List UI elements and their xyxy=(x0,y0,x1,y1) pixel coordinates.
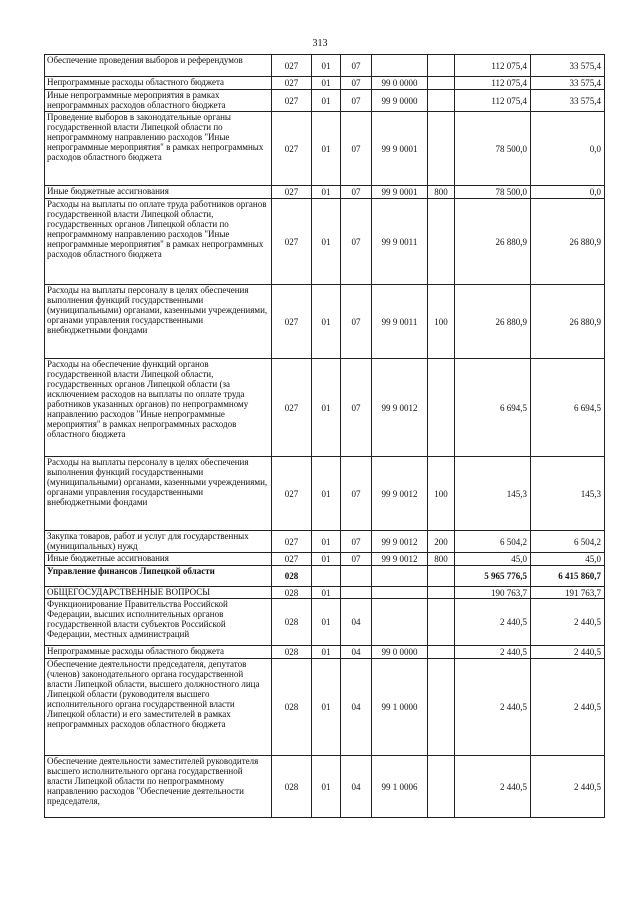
section-code: 01 xyxy=(312,77,341,90)
subsection-code: 07 xyxy=(341,553,372,566)
section-code: 01 xyxy=(312,112,341,186)
amount-year-1: 78 500,0 xyxy=(455,186,531,199)
expense-type-code: 200 xyxy=(428,531,455,553)
amount-year-1: 26 880,9 xyxy=(455,285,531,359)
amount-year-1: 112 075,4 xyxy=(455,55,531,77)
amount-year-1: 2 440,5 xyxy=(455,756,531,818)
amount-year-2: 6 415 860,7 xyxy=(531,566,605,587)
ved-code: 027 xyxy=(272,457,312,531)
row-name: Непрограммные расходы областного бюджета xyxy=(45,646,272,659)
ved-code: 028 xyxy=(272,646,312,659)
target-article-code: 99 1 0000 xyxy=(372,659,428,756)
amount-year-2: 0,0 xyxy=(531,186,605,199)
target-article-code: 99 9 0001 xyxy=(372,186,428,199)
row-name: Обеспечение деятельности заместителей руководителя высшего исполнительного органа государственной власти Липецкой области по непрограммному направлению расходов "Обеспечение деятельности председателя, xyxy=(45,756,272,818)
ved-code: 027 xyxy=(272,90,312,112)
subsection-code: 04 xyxy=(341,756,372,818)
table-row xyxy=(45,199,605,285)
amount-year-2: 2 440,5 xyxy=(531,646,605,659)
ved-code: 027 xyxy=(272,199,312,285)
target-article-code: 99 9 0011 xyxy=(372,285,428,359)
subsection-code: 04 xyxy=(341,599,372,646)
amount-year-1: 45,0 xyxy=(455,553,531,566)
row-name: Иные бюджетные ассигнования xyxy=(45,186,272,199)
expense-type-code xyxy=(428,646,455,659)
table-row xyxy=(45,599,605,646)
table-row xyxy=(45,566,605,587)
table-row xyxy=(45,186,605,199)
target-article-code: 99 9 0012 xyxy=(372,457,428,531)
row-name: Расходы на выплаты по оплате труда работников органов государственной власти Липецкой области, государственных органов Липецкой области по непрограммному направлению расходов "Иные непрограммные мероприятия" в рамках непрограммных расходов областного бюджета xyxy=(45,199,272,285)
subsection-code: 07 xyxy=(341,531,372,553)
expense-type-code xyxy=(428,77,455,90)
ved-code: 028 xyxy=(272,756,312,818)
table-row xyxy=(45,756,605,818)
amount-year-2: 33 575,4 xyxy=(531,77,605,90)
amount-year-2: 2 440,5 xyxy=(531,599,605,646)
section-code: 01 xyxy=(312,756,341,818)
table-row xyxy=(45,55,605,77)
table-row xyxy=(45,285,605,359)
ved-code: 027 xyxy=(272,359,312,457)
section-code: 01 xyxy=(312,359,341,457)
table-row xyxy=(45,646,605,659)
ved-code: 027 xyxy=(272,186,312,199)
expense-type-code: 800 xyxy=(428,186,455,199)
ved-code: 028 xyxy=(272,587,312,599)
amount-year-2: 33 575,4 xyxy=(531,90,605,112)
amount-year-1: 2 440,5 xyxy=(455,646,531,659)
amount-year-2: 26 880,9 xyxy=(531,199,605,285)
ved-code: 027 xyxy=(272,55,312,77)
subsection-code: 07 xyxy=(341,359,372,457)
ved-code: 027 xyxy=(272,285,312,359)
expense-type-code xyxy=(428,756,455,818)
target-article-code: 99 0 0000 xyxy=(372,77,428,90)
row-name: Расходы на обеспечение функций органов государственной власти Липецкой области, государственных органов Липецкой области (за исключением расходов на выплаты по оплате труда работников указанных органов) по непрограммному направлению расходов "Иные непрограммные мероприятия" в рамках непрограммных расходов областного бюджета xyxy=(45,359,272,457)
expense-type-code xyxy=(428,55,455,77)
amount-year-2: 2 440,5 xyxy=(531,659,605,756)
amount-year-1: 190 763,7 xyxy=(455,587,531,599)
subsection-code xyxy=(341,587,372,599)
row-name: Непрограммные расходы областного бюджета xyxy=(45,77,272,90)
subsection-code: 07 xyxy=(341,77,372,90)
row-name: Расходы на выплаты персоналу в целях обеспечения выполнения функций государственными (муниципальными) органами, казенными учреждениями, органами управления государственными внебюджетными фондами xyxy=(45,285,272,359)
amount-year-2: 33 575,4 xyxy=(531,55,605,77)
amount-year-2: 6 694,5 xyxy=(531,359,605,457)
table-row xyxy=(45,553,605,566)
amount-year-1: 5 965 776,5 xyxy=(455,566,531,587)
section-code: 01 xyxy=(312,285,341,359)
amount-year-1: 145,3 xyxy=(455,457,531,531)
subsection-code: 07 xyxy=(341,112,372,186)
expense-type-code xyxy=(428,599,455,646)
target-article-code: 99 9 0011 xyxy=(372,199,428,285)
expense-type-code xyxy=(428,90,455,112)
subsection-code: 07 xyxy=(341,186,372,199)
target-article-code xyxy=(372,599,428,646)
amount-year-1: 6 504,2 xyxy=(455,531,531,553)
row-name: Обеспечение проведения выборов и референдумов xyxy=(45,55,272,77)
expense-type-code xyxy=(428,112,455,186)
page-number: 313 xyxy=(312,38,328,49)
table-row xyxy=(45,531,605,553)
subsection-code: 07 xyxy=(341,285,372,359)
table-row xyxy=(45,587,605,599)
subsection-code: 07 xyxy=(341,90,372,112)
section-code: 01 xyxy=(312,199,341,285)
amount-year-2: 145,3 xyxy=(531,457,605,531)
section-code: 01 xyxy=(312,599,341,646)
target-article-code xyxy=(372,55,428,77)
target-article-code: 99 9 0012 xyxy=(372,531,428,553)
section-code: 01 xyxy=(312,186,341,199)
expense-type-code xyxy=(428,199,455,285)
row-name: Проведение выборов в законодательные органы государственной власти Липецкой области по непрограммному направлению расходов "Иные непрограммные мероприятия" в рамках непрограммных расходов областного бюджета xyxy=(45,112,272,186)
expense-type-code xyxy=(428,566,455,587)
budget-table xyxy=(44,54,605,818)
amount-year-1: 6 694,5 xyxy=(455,359,531,457)
ved-code: 028 xyxy=(272,599,312,646)
ved-code: 027 xyxy=(272,112,312,186)
section-code: 01 xyxy=(312,587,341,599)
amount-year-1: 2 440,5 xyxy=(455,599,531,646)
amount-year-2: 2 440,5 xyxy=(531,756,605,818)
target-article-code: 99 9 0012 xyxy=(372,553,428,566)
section-code: 01 xyxy=(312,659,341,756)
expense-type-code: 100 xyxy=(428,285,455,359)
amount-year-2: 26 880,9 xyxy=(531,285,605,359)
amount-year-1: 112 075,4 xyxy=(455,77,531,90)
subsection-code: 07 xyxy=(341,457,372,531)
section-code: 01 xyxy=(312,531,341,553)
target-article-code: 99 9 0001 xyxy=(372,112,428,186)
section-code: 01 xyxy=(312,457,341,531)
target-article-code: 99 9 0012 xyxy=(372,359,428,457)
table-body xyxy=(45,55,605,818)
amount-year-2: 191 763,7 xyxy=(531,587,605,599)
amount-year-1: 2 440,5 xyxy=(455,659,531,756)
row-name: ОБЩЕГОСУДАРСТВЕННЫЕ ВОПРОСЫ xyxy=(45,587,272,599)
section-code: 01 xyxy=(312,553,341,566)
row-name: Функционирование Правительства Российской Федерации, высших исполнительных органов государственной власти субъектов Российской Федерации, местных администраций xyxy=(45,599,272,646)
table-row xyxy=(45,77,605,90)
subsection-code: 07 xyxy=(341,55,372,77)
amount-year-1: 26 880,9 xyxy=(455,199,531,285)
ved-code: 027 xyxy=(272,531,312,553)
ved-code: 027 xyxy=(272,553,312,566)
table-row xyxy=(45,457,605,531)
expense-type-code xyxy=(428,587,455,599)
amount-year-1: 78 500,0 xyxy=(455,112,531,186)
ved-code: 027 xyxy=(272,77,312,90)
row-name: Иные бюджетные ассигнования xyxy=(45,553,272,566)
row-name: Иные непрограммные мероприятия в рамках непрограммных расходов областного бюджета xyxy=(45,90,272,112)
section-code xyxy=(312,566,341,587)
target-article-code: 99 1 0006 xyxy=(372,756,428,818)
expense-type-code xyxy=(428,359,455,457)
amount-year-2: 0,0 xyxy=(531,112,605,186)
subsection-code xyxy=(341,566,372,587)
expense-type-code: 100 xyxy=(428,457,455,531)
subsection-code: 07 xyxy=(341,199,372,285)
row-name: Закупка товаров, работ и услуг для государственных (муниципальных) нужд xyxy=(45,531,272,553)
section-code: 01 xyxy=(312,90,341,112)
row-name: Расходы на выплаты персоналу в целях обеспечения выполнения функций государственными (муниципальными) органами, казенными учреждениями, органами управления государственными внебюджетными фондами xyxy=(45,457,272,531)
section-code: 01 xyxy=(312,55,341,77)
amount-year-1: 112 075,4 xyxy=(455,90,531,112)
target-article-code xyxy=(372,587,428,599)
expense-type-code: 800 xyxy=(428,553,455,566)
target-article-code: 99 0 0000 xyxy=(372,646,428,659)
amount-year-2: 6 504,2 xyxy=(531,531,605,553)
table-row xyxy=(45,112,605,186)
section-code: 01 xyxy=(312,646,341,659)
expense-type-code xyxy=(428,659,455,756)
ved-code: 028 xyxy=(272,566,312,587)
ved-code: 028 xyxy=(272,659,312,756)
amount-year-2: 45,0 xyxy=(531,553,605,566)
target-article-code xyxy=(372,566,428,587)
target-article-code: 99 9 0000 xyxy=(372,90,428,112)
table-row xyxy=(45,659,605,756)
subsection-code: 04 xyxy=(341,646,372,659)
row-name: Управление финансов Липецкой области xyxy=(45,566,272,587)
subsection-code: 04 xyxy=(341,659,372,756)
table-row xyxy=(45,90,605,112)
table-row xyxy=(45,359,605,457)
row-name: Обеспечение деятельности председателя, депутатов (членов) законодательного органа государственной власти Липецкой области, высшего должностного лица Липецкой области (руководителя высшего исполнительного органа государственной власти Липецкой области) и его заместителей в рамках непрограммных расходов областного бюджета xyxy=(45,659,272,756)
